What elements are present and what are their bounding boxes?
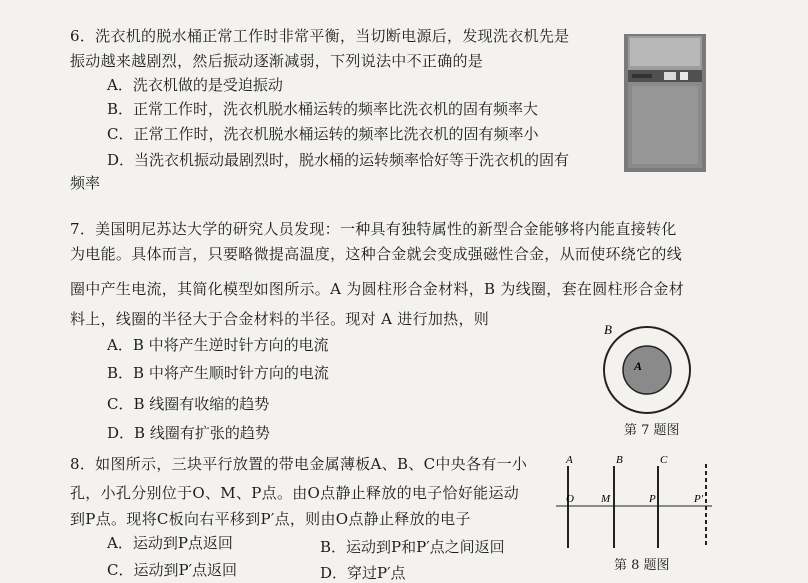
point-m-label: M bbox=[601, 493, 611, 505]
q7-option-b: B．B 中将产生顺时针方向的电流 bbox=[107, 364, 329, 382]
q8-option-d: D．穿过P′点 bbox=[320, 564, 406, 582]
q8-figure bbox=[556, 452, 716, 552]
plate-b-label: B bbox=[616, 454, 623, 466]
q6-stem-line1: 6．洗衣机的脱水桶正常工作时非常平衡，当切断电源后，发现洗衣机先是 bbox=[70, 27, 570, 45]
q7-stem-line2: 为电能。具体而言，只要略微提高温度，这种合金就会变成强磁性合金，从而使环绕它的线 bbox=[70, 245, 683, 263]
q8-figure-caption: 第 8 题图 bbox=[614, 558, 670, 573]
q7-option-d: D．B 线圈有扩张的趋势 bbox=[107, 424, 270, 442]
washing-machine-image bbox=[624, 34, 706, 172]
coil-b-label: B bbox=[604, 322, 612, 337]
point-p-label: P bbox=[649, 493, 656, 505]
q8-stem-line1: 8．如图所示，三块平行放置的带电金属薄板A、B、C中央各有一小 bbox=[70, 455, 528, 473]
q8-stem-line2: 孔，小孔分别位于O、M、P点。由O点静止释放的电子恰好能运动 bbox=[70, 484, 520, 502]
alloy-a-circle bbox=[623, 346, 671, 394]
q8-stem-line3: 到P点。现将C板向右平移到P′点，则由O点静止释放的电子 bbox=[70, 510, 471, 528]
plate-c-label: C bbox=[660, 454, 668, 466]
q7-stem-line4: 料上，线圈的半径大于合金材料的半径。现对 A 进行加热，则 bbox=[70, 310, 490, 328]
q6-option-d-cont: 频率 bbox=[70, 174, 101, 192]
point-p-prime-label: P′ bbox=[694, 493, 704, 505]
q7-stem-line1: 7．美国明尼苏达大学的研究人员发现：一种具有独特属性的新型合金能够将内能直接转化 bbox=[70, 220, 677, 238]
q8-option-c: C．运动到P′点返回 bbox=[107, 561, 237, 579]
alloy-a-label: A bbox=[634, 359, 643, 373]
q6-option-a: A．洗衣机做的是受迫振动 bbox=[107, 76, 283, 94]
point-o-label: O bbox=[566, 493, 574, 505]
q6-stem-line2: 振动越来越剧烈，然后振动逐渐减弱，下列说法中不正确的是 bbox=[70, 52, 484, 70]
q8-option-a: A．运动到P点返回 bbox=[107, 534, 233, 552]
q6-option-b: B．正常工作时，洗衣机脱水桶运转的频率比洗衣机的固有频率大 bbox=[107, 100, 539, 118]
q8-option-b: B．运动到P和P′点之间返回 bbox=[320, 538, 505, 556]
q6-option-d: D．当洗衣机振动最剧烈时，脱水桶的运转频率恰好等于洗衣机的固有 bbox=[107, 151, 570, 169]
q7-figure-caption: 第 7 题图 bbox=[624, 423, 680, 438]
q6-option-c: C．正常工作时，洗衣机脱水桶运转的频率比洗衣机的固有频率小 bbox=[107, 125, 539, 143]
q7-option-c: C．B 线圈有收缩的趋势 bbox=[107, 395, 270, 413]
q7-stem-line3: 圈中产生电流，其简化模型如图所示。A 为圆柱形合金材料，B 为线圈，套在圆柱形合金材 bbox=[70, 280, 684, 298]
q7-figure bbox=[600, 324, 700, 424]
plate-a-label: A bbox=[566, 454, 573, 466]
q7-option-a: A．B 中将产生逆时针方向的电流 bbox=[107, 336, 329, 354]
